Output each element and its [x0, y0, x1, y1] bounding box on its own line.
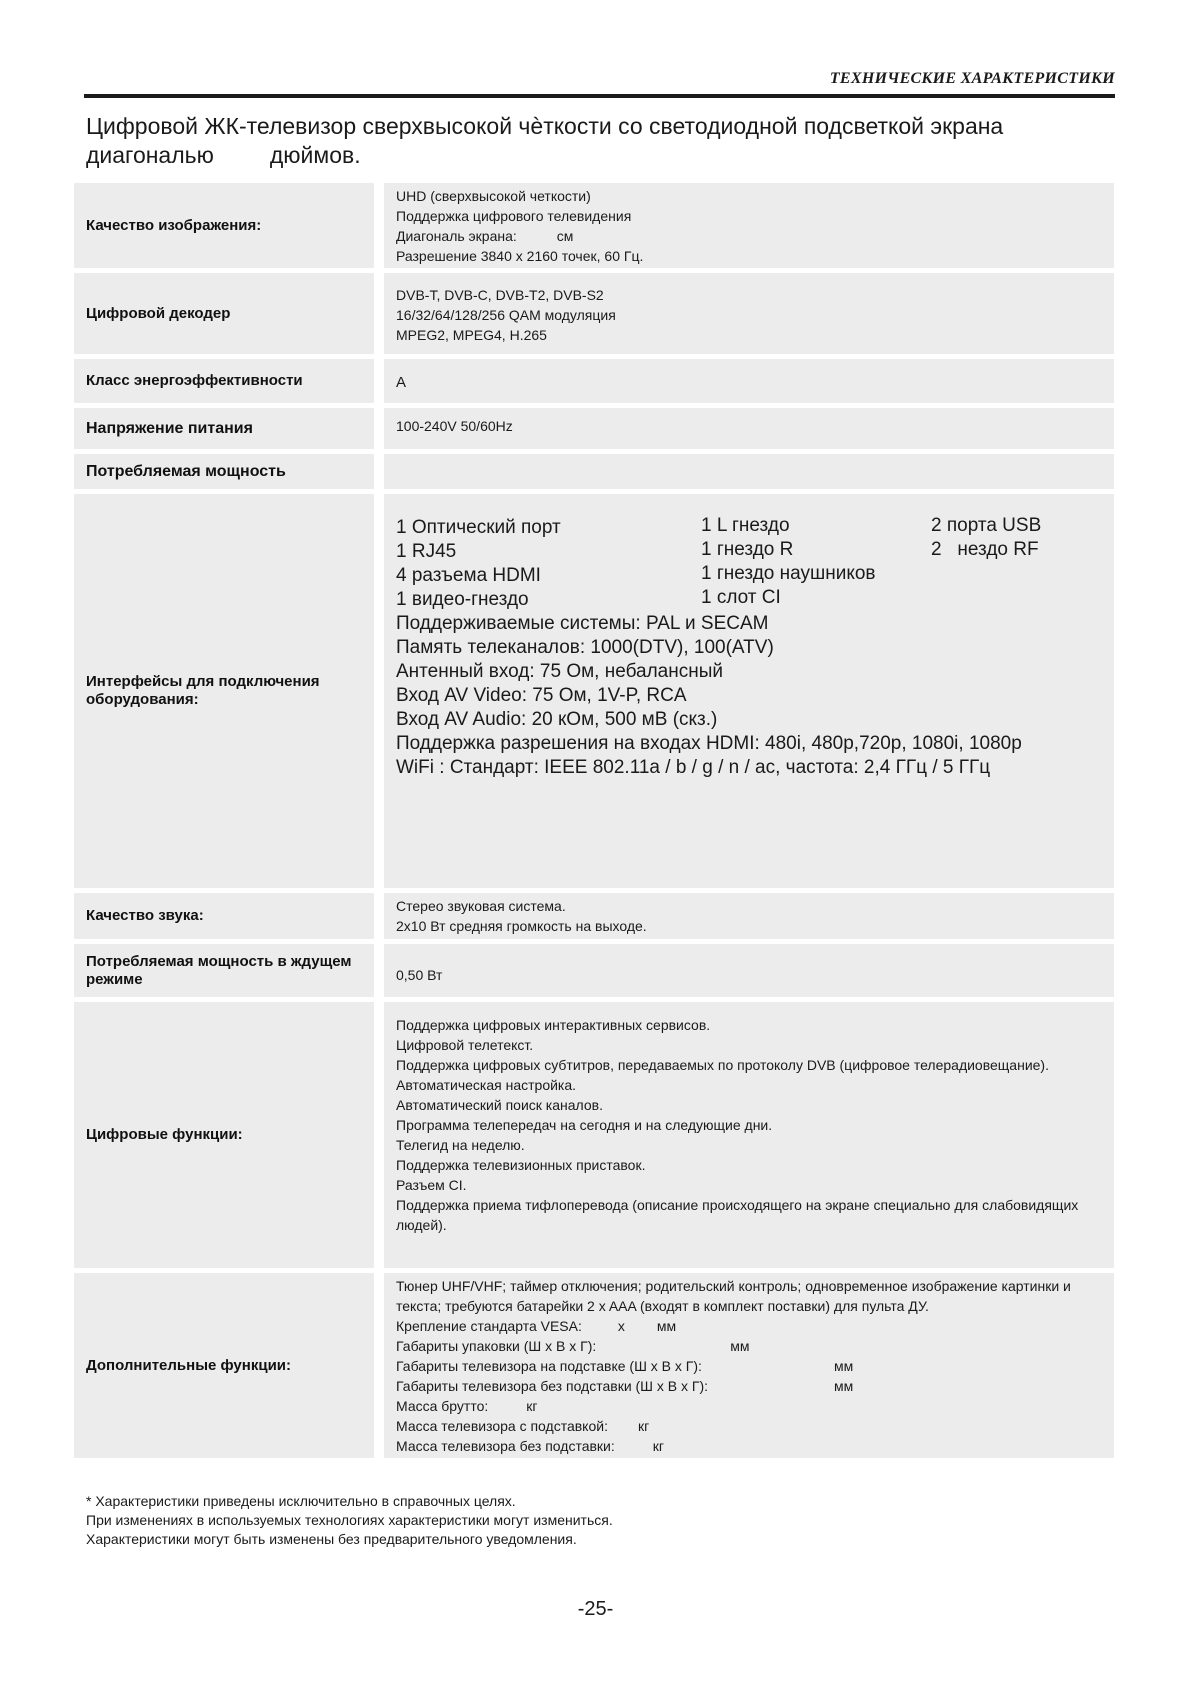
spec-value-energy: A	[396, 374, 407, 391]
header-rule	[84, 94, 1115, 98]
spec-label-sound: Качество звука:	[86, 907, 204, 924]
spec-label-decoder: Цифровой декодер	[86, 304, 231, 322]
spec-row-sound	[74, 893, 1114, 939]
interfaces-ports: 1 Оптический порт 1 RJ45 4 разъема HDMI 1 видео-гнездо 1 L гнездо 1 гнездо R 1 гнездо наушников 1 слот CI 2 порта USB 2 нездо RF	[396, 515, 1042, 610]
spec-value-extra: Тюнер UHF/VHF; таймер отключения; родительский контроль; одновременное изображение картинки и текста; требуются батарейки 2 x AAA (входят в комплект поставки) для пульта ДУ. Крепление стандарта VESA: x мм Габариты упаковки (Ш x В x Г): мм Габариты телевизора на подставке (Ш x В x Г): мм Габариты телевизора без подставки (Ш x В x Г): мм Масса брутто: кг Масса телевизора с подставкой: кг Масса телевизора без подставки: кг	[396, 1278, 1071, 1454]
spec-value-picture: UHD (сверхвысокой четкости) Поддержка цифрового телевидения Диагональ экрана: см Разрешение 3840 x 2160 точек, 60 Гц.	[396, 188, 644, 264]
footnote: * Характеристики приведены исключительно в справочных целях. При изменениях в используемых технологиях характеристики могут измениться. Характеристики могут быть изменены без предварительного уведомления.	[86, 1493, 613, 1547]
spec-row-extra	[74, 1273, 1114, 1458]
spec-label-extra: Дополнительные функции:	[86, 1356, 292, 1374]
spec-row-energy	[74, 359, 1114, 403]
spec-row-picture	[74, 183, 1114, 268]
spec-label-picture: Качество изображения:	[86, 216, 262, 234]
spec-label-digital: Цифровые функции:	[86, 1126, 243, 1143]
spec-row-power	[74, 454, 1114, 489]
spec-value-decoder: DVB-T, DVB-C, DVB-T2, DVB-S2 16/32/64/128/256 QAM модуляция MPEG2, MPEG4, H.265	[396, 287, 616, 343]
spec-row-voltage	[74, 408, 1114, 449]
spec-label-standby: Потребляемая мощность в ждущем режиме	[86, 952, 352, 988]
spec-value-voltage: 100-240V 50/60Hz	[396, 418, 513, 434]
spec-value-standby: 0,50 Вт	[396, 967, 443, 983]
spec-value-sound: Стерео звуковая система. 2x10 Вт средняя громкость на выходе.	[396, 898, 647, 934]
title-line-1: Цифровой ЖК-телевизор сверхвысокой чѐткости со светодиодной подсветкой экрана	[86, 113, 1004, 139]
section-title: ТЕХНИЧЕСКИЕ ХАРАКТЕРИСТИКИ	[829, 70, 1115, 87]
spec-label-voltage: Напряжение питания	[86, 419, 253, 437]
spec-label-power: Потребляемая мощность	[86, 462, 286, 480]
spec-row-standby	[74, 944, 1114, 997]
title-line-2: диагональю дюймов.	[86, 142, 361, 168]
spec-value-digital: Поддержка цифровых интерактивных сервисов. Цифровой телетекст. Поддержка цифровых субтитров, передаваемых по протоколу DVB (цифровое телерадиовещание). Автоматическая настройка. Автоматический поиск каналов. Программа телепередач на сегодня и на следующие дни. Телегид на неделю. Поддержка телевизионных приставок. Разъем CI. Поддержка приема тифлоперевода (описание происходящего на экране специально для слабовидящих людей).	[396, 1017, 1079, 1233]
spec-label-energy: Класс энергоэффективности	[86, 372, 303, 389]
spec-row-digital	[74, 1002, 1114, 1268]
spec-row-decoder	[74, 273, 1114, 354]
spec-label-interfaces: Интерфейсы для подключения оборудования:	[86, 673, 320, 708]
spec-row-interfaces	[74, 494, 1114, 888]
spec-value-interfaces: 1 Оптический порт 1 RJ45 4 разъема HDMI 1 видео-гнездо 1 L гнездо 1 гнездо R 1 гнездо наушников 1 слот CI 2 порта USB 2 нездо RF Поддерживаемые системы: PAL и SECAM Память телеканалов: 1000(DTV), 100(ATV) Антенный вход: 75 Ом, небалансный Вход AV Video: 75 Ом, 1V-P, RCA Вход AV Audio: 20 кОм, 500 мВ (скз.) Поддержка разрешения на входах HDMI: 480i, 480p,720p, 1080i, 1080p WiFi : Стандарт: IEEE 802.11a / b / g / n / ac, частота: 2,4 ГГц / 5 ГГц	[396, 516, 1104, 780]
page-title	[86, 112, 1106, 170]
page-number: -25-	[577, 1598, 614, 1620]
